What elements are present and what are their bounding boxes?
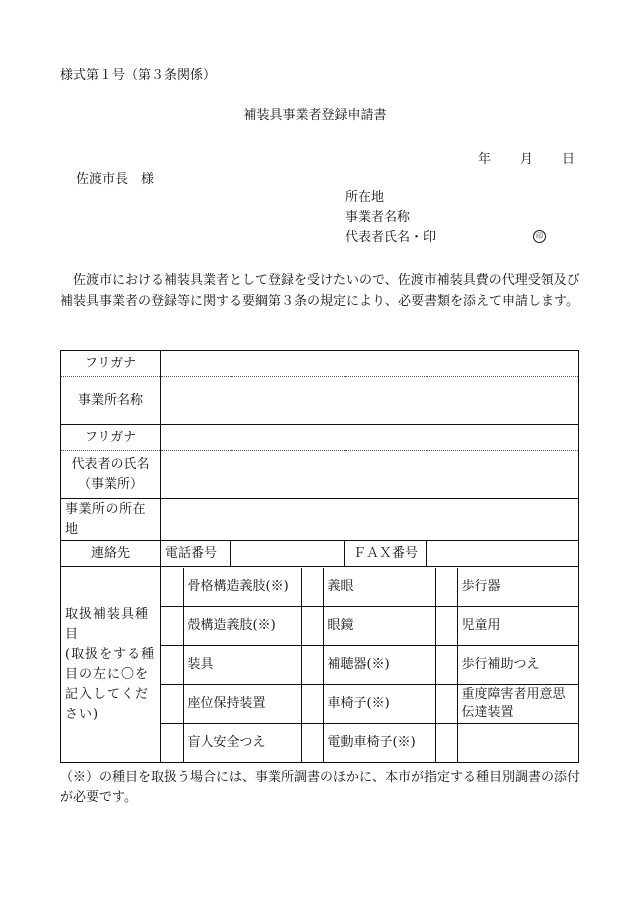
- item-label: 殻構造義肢(※): [183, 606, 301, 645]
- item-label: 補聴器(※): [323, 645, 435, 684]
- office-address-field[interactable]: [161, 499, 579, 541]
- items-instruction: (取扱をする種目の左に〇を記入してください): [65, 646, 156, 722]
- application-statement: 佐渡市における補装具業者として登録を受けたいので、佐渡市補装具費の代理受領及び補装具事業者の登録等に関する要綱第３条の規定により、必要書類を添えて申請します。: [60, 273, 580, 309]
- phone-field[interactable]: [231, 541, 345, 567]
- contact-label: 連絡先: [61, 541, 161, 567]
- document-title: 補装具事業者登録申請書: [243, 108, 387, 123]
- application-table: [60, 350, 579, 763]
- item-check[interactable]: [301, 723, 323, 762]
- items-grid-cell: [161, 567, 579, 763]
- item-label: 児童用: [457, 606, 578, 645]
- items-label: 取扱補装具種目: [65, 606, 150, 642]
- item-label: 歩行器: [457, 568, 578, 607]
- item-check[interactable]: [301, 645, 323, 684]
- item-label: 眼鏡: [323, 606, 435, 645]
- date-month: 月: [520, 152, 534, 167]
- item-label: 装具: [183, 645, 301, 684]
- item-label: 重度障害者用意思伝達装置: [457, 684, 578, 723]
- company-name-label: 事業者名称: [345, 210, 411, 225]
- representative-furigana-field[interactable]: [161, 425, 579, 451]
- item-label: 歩行補助つえ: [457, 645, 578, 684]
- item-label: 電動車椅子(※): [323, 723, 435, 762]
- item-check[interactable]: [301, 606, 323, 645]
- form-number: 様式第１号（第３条関係）: [60, 68, 217, 83]
- item-check[interactable]: [161, 606, 183, 645]
- representative-label: 代表者氏名・印: [345, 230, 437, 245]
- items-grid: [161, 568, 578, 762]
- footnote: （※）の種目を取扱う場合には、事業所調書のほかに、本市が指定する種目別調書の添付が必要です。: [60, 770, 581, 805]
- item-label: 義眼: [323, 568, 435, 607]
- representative-label-cell: [61, 451, 161, 499]
- date-year: 年: [478, 152, 492, 167]
- date-day: 日: [562, 152, 576, 167]
- addressee: 佐渡市長 様: [76, 172, 155, 187]
- items-label-cell: [61, 567, 161, 763]
- office-furigana-field[interactable]: [161, 351, 579, 377]
- item-check[interactable]: [161, 645, 183, 684]
- item-check[interactable]: [435, 645, 457, 684]
- date-line: [478, 152, 575, 168]
- office-name-label: 事業所名称: [61, 377, 161, 425]
- item-label: 車椅子(※): [323, 684, 435, 723]
- representative-name-label: 代表者の氏名: [71, 456, 150, 472]
- item-label: 盲人安全つえ: [183, 723, 301, 762]
- representative-name-field[interactable]: [161, 451, 579, 499]
- office-name-field[interactable]: [161, 377, 579, 425]
- phone-label: 電話番号: [161, 541, 231, 567]
- item-check[interactable]: [161, 684, 183, 723]
- seal-mark: 印: [533, 230, 546, 243]
- address-label: 所在地: [345, 190, 385, 205]
- item-check[interactable]: [301, 568, 323, 607]
- fax-label: ＦＡＸ番号: [345, 541, 427, 567]
- item-check[interactable]: [435, 723, 457, 762]
- item-check[interactable]: [435, 684, 457, 723]
- furigana-label-2: フリガナ: [61, 425, 161, 451]
- item-check[interactable]: [435, 568, 457, 607]
- item-label: [457, 723, 578, 762]
- furigana-label-1: フリガナ: [61, 351, 161, 377]
- item-check[interactable]: [161, 723, 183, 762]
- item-label: 骨格構造義肢(※): [183, 568, 301, 607]
- item-check[interactable]: [161, 568, 183, 607]
- item-check[interactable]: [435, 606, 457, 645]
- item-label: 座位保持装置: [183, 684, 301, 723]
- office-address-label: 事業所の所在地: [61, 499, 161, 541]
- representative-office-label: （事業所）: [77, 476, 143, 492]
- applicant-block: [345, 190, 436, 250]
- item-check[interactable]: [301, 684, 323, 723]
- fax-field[interactable]: [427, 541, 579, 567]
